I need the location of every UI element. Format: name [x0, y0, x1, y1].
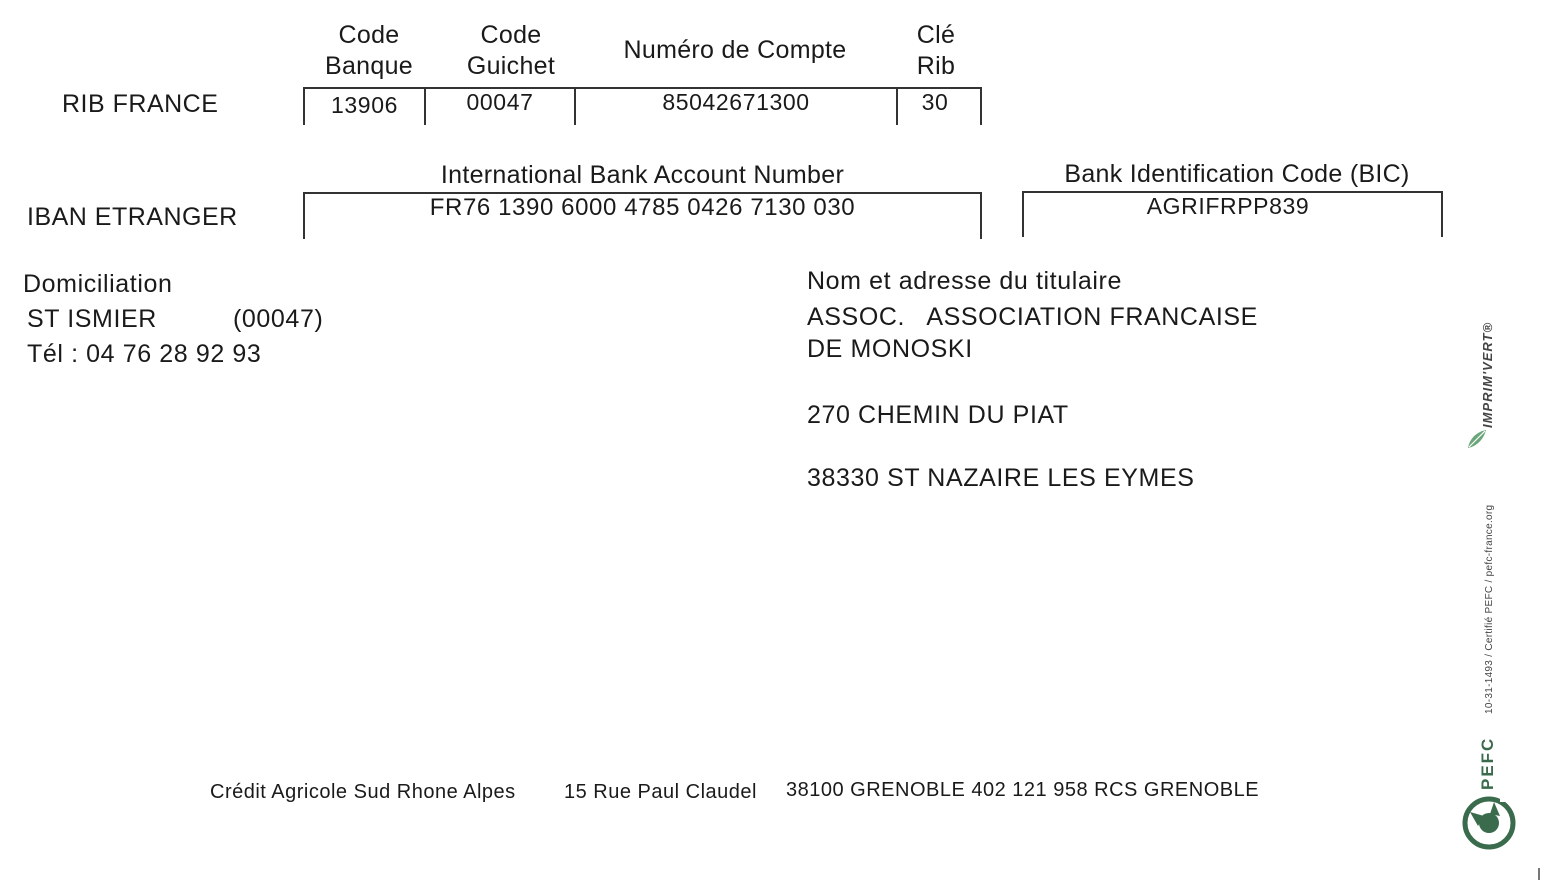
- pefc-logo-icon: [1460, 792, 1518, 852]
- header-code-guichet-line1: Code: [480, 21, 542, 49]
- iban-value: FR76 1390 6000 4785 0426 7130 030: [429, 194, 856, 221]
- imprimvert-mark: [1480, 322, 1495, 428]
- header-bic: Bank Identification Code (BIC): [1064, 160, 1410, 188]
- footer-bank-address: 15 Rue Paul Claudel: [564, 781, 757, 803]
- header-code-banque-line2: Banque: [325, 52, 413, 80]
- titulaire-name-line1: ASSOC. ASSOCIATION FRANCAISE: [807, 303, 1258, 331]
- header-code-banque: [306, 20, 432, 82]
- footer-bank-name: Crédit Agricole Sud Rhone Alpes: [210, 781, 516, 803]
- pefc-certification-text: [1484, 505, 1495, 714]
- header-numero-compte: Numéro de Compte: [623, 36, 847, 64]
- header-cle-rib: [896, 20, 976, 82]
- titulaire-name-line2: DE MONOSKI: [807, 335, 973, 363]
- domiciliation-agency-code: (00047): [233, 305, 324, 333]
- rib-box-divider-right: [980, 87, 982, 125]
- bic-box-right-line: [1441, 191, 1443, 237]
- imprimvert-leaf-icon: [1466, 428, 1488, 450]
- domiciliation-phone: Tél : 04 76 28 92 93: [27, 340, 262, 368]
- header-code-guichet: [448, 20, 574, 82]
- cle-rib-value: 30: [921, 89, 949, 115]
- pefc-title-label: PEFC: [1478, 736, 1497, 790]
- iban-box-right-line: [980, 192, 982, 239]
- header-iban: International Bank Account Number: [440, 161, 845, 189]
- code-guichet-value: 00047: [466, 89, 534, 115]
- rib-france-label: RIB FRANCE: [62, 90, 219, 118]
- header-code-banque-line1: Code: [338, 21, 400, 49]
- titulaire-city: 38330 ST NAZAIRE LES EYMES: [807, 464, 1195, 492]
- titulaire-title: Nom et adresse du titulaire: [807, 267, 1122, 295]
- code-banque-value: 13906: [331, 92, 398, 118]
- header-cle-rib-line2: Rib: [916, 52, 956, 80]
- header-code-guichet-line2: Guichet: [466, 52, 556, 80]
- bic-value: AGRIFRPP839: [1146, 193, 1310, 219]
- iban-etranger-label: IBAN ETRANGER: [27, 203, 238, 231]
- imprimvert-text: IMPRIM'VERT®: [1480, 321, 1495, 428]
- pefc-title: [1478, 737, 1498, 790]
- domiciliation-agency: ST ISMIER: [27, 305, 157, 333]
- corner-mark: [1538, 868, 1540, 880]
- domiciliation-title: Domiciliation: [23, 270, 173, 298]
- numero-compte-value: 85042671300: [662, 89, 810, 115]
- header-cle-rib-line1: Clé: [916, 21, 956, 49]
- titulaire-street: 270 CHEMIN DU PIAT: [807, 401, 1069, 429]
- pefc-certification-label: 10-31-1493 / Certifié PEFC / pefc-france.org: [1484, 504, 1495, 714]
- footer-city-rcs: 38100 GRENOBLE 402 121 958 RCS GRENOBLE: [786, 779, 1260, 801]
